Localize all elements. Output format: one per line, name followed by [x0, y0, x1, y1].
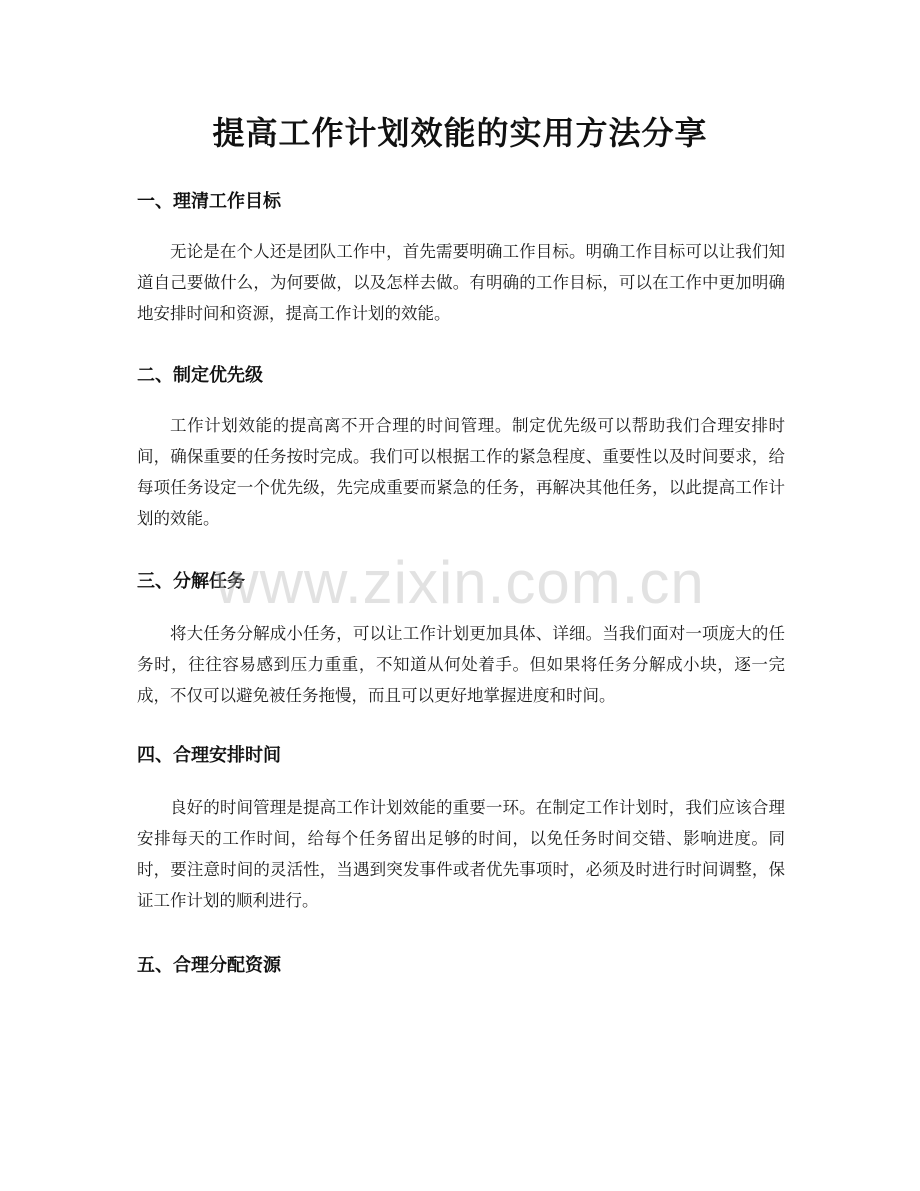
page-title: 提高工作计划效能的实用方法分享	[212, 114, 708, 152]
section-body-3: 将大任务分解成小任务，可以让工作计划更加具体、详细。当我们面对一项庞大的任务时，往往容易感到压力重重，不知道从何处着手。但如果将任务分解成小块，逐一完成，不仅可以避免被任务拖慢，而且可以更好地掌握进度和时间。	[137, 624, 785, 705]
section-heading-2: 二、制定优先级	[137, 365, 263, 386]
watermark-text: www.zixin.com.cn	[215, 549, 705, 616]
section-body-2: 工作计划效能的提高离不开合理的时间管理。制定优先级可以帮助我们合理安排时间，确保重要的任务按时完成。我们可以根据工作的紧急程度、重要性以及时间要求，给每项任务设定一个优先级，先完成重要而紧急的任务，再解决其他任务，以此提高工作计划的效能。	[137, 416, 785, 528]
section-body-1: 无论是在个人还是团队工作中，首先需要明确工作目标。明确工作目标可以让我们知道自己要做什么，为何要做，以及怎样去做。有明确的工作目标，可以在工作中更加明确地安排时间和资源，提高工作计划的效能。	[137, 242, 785, 323]
section-heading-5: 五、合理分配资源	[137, 955, 281, 976]
section-heading-3: 三、分解任务	[137, 571, 245, 592]
section-body-4: 良好的时间管理是提高工作计划效能的重要一环。在制定工作计划时，我们应该合理安排每天的工作时间，给每个任务留出足够的时间，以免任务时间交错、影响进度。同时，要注意时间的灵活性，当遇到突发事件或者优先事项时，必须及时进行时间调整，保证工作计划的顺利进行。	[137, 798, 785, 910]
section-heading-4: 四、合理安排时间	[137, 745, 281, 766]
section-heading-1: 一、理清工作目标	[137, 191, 281, 212]
